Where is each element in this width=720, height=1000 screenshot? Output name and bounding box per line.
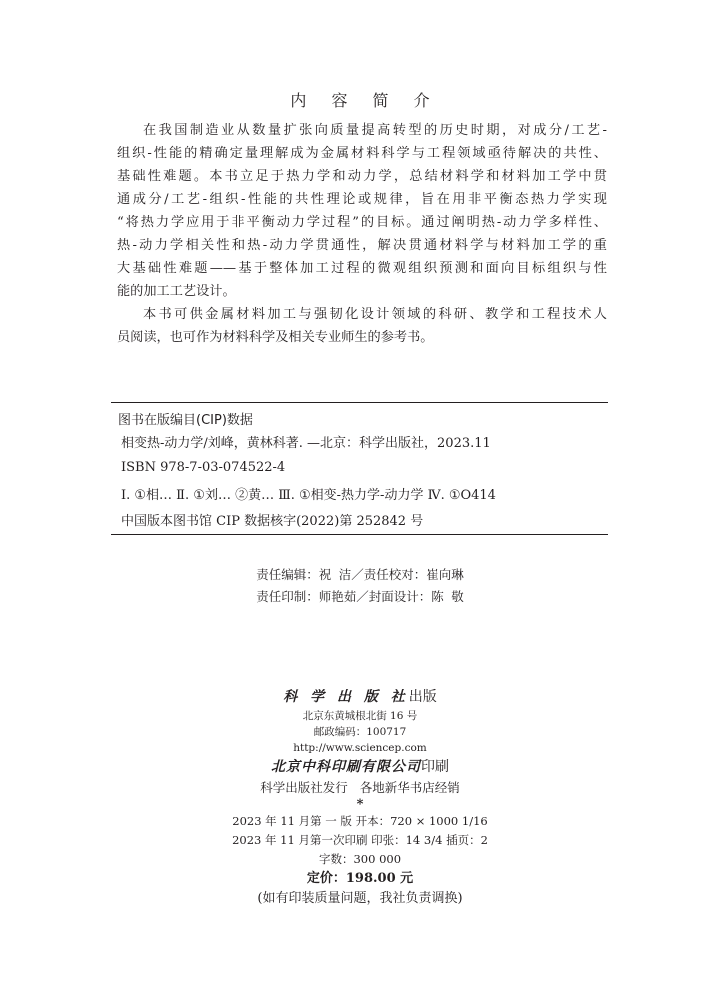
publisher-line (0, 686, 720, 708)
intro-line: 本书可供金属材料加工与强韧化设计领域的科研、教学和工程技术人 (143, 307, 607, 322)
cip-bottom-rule (111, 534, 608, 535)
printer-name: 北京中科印刷有限公司 (271, 759, 421, 775)
distribution-line: 科学出版社发行 各地新华书店经销 (260, 780, 460, 795)
staff-line-printing: 责任印制：师艳茹／封面设计：陈 敬 (256, 589, 464, 604)
intro-line: 在我国制造业从数量扩张向质量提高转型的历史时期，对成分/工艺- (143, 123, 607, 138)
cip-title-line: 相变热-动力学/刘峰，黄林科著. —北京：科学出版社，2023.11 (121, 436, 491, 451)
intro-line: 大基础性难题——基于整体加工过程的微观组织预测和面向目标组织与性 (117, 261, 607, 276)
staff-credits (0, 564, 720, 608)
publisher-website: http://www.sciencep.com (293, 742, 427, 754)
publisher-name: 科 学 出 版 社 (283, 689, 409, 705)
cip-classification: Ⅰ. ①相… Ⅱ. ①刘… ②黄… Ⅲ. ①相变-热力学-动力学 Ⅳ. ①O414 (121, 488, 496, 503)
intro-line: 员阅读，也可作为材料科学及相关专业师生的参考书。 (117, 330, 434, 345)
publisher-suffix: 出版 (408, 689, 437, 705)
printing-line: 2023 年 11 月第一次印刷 印张：14 3/4 插页：2 (232, 833, 488, 847)
separator-star: * (356, 797, 364, 812)
cip-heading: 图书在版编目(CIP)数据 (118, 413, 253, 428)
edition-line: 2023 年 11 月第 一 版 开本：720 × 1000 1/16 (232, 814, 488, 828)
page-title: 内 容 简 介 (290, 91, 440, 110)
cip-block (111, 402, 608, 535)
intro-line: 基础性难题。本书立足于热力学和动力学，总结材料学和材料加工学中贯 (117, 169, 607, 184)
intro-text (117, 119, 607, 349)
quality-note: (如有印装质量问题，我社负责调换) (257, 891, 463, 906)
word-count: 字数：300 000 (318, 852, 402, 866)
publication-info (0, 686, 720, 909)
publisher-address: 北京东黄城根北街 16 号 (302, 710, 418, 722)
staff-line-editor: 责任编辑：祝 洁／责任校对：崔向琳 (256, 567, 464, 582)
price: 定价：198.00 元 (306, 871, 414, 886)
intro-line: 热-动力学相关性和热-动力学贯通性，解决贯通材料学与材料加工学的重 (117, 238, 607, 253)
intro-line: 通成分/工艺-组织-性能的共性理论或规律，旨在用非平衡态热力学实现 (117, 192, 607, 207)
cip-isbn: ISBN 978-7-03-074522-4 (121, 460, 286, 475)
intro-line: “将热力学应用于非平衡动力学过程”的目标。通过阐明热-动力学多样性、 (117, 215, 607, 230)
intro-line: 组织-性能的精确定量理解成为金属材料科学与工程领域亟待解决的共性、 (117, 146, 607, 161)
publisher-postcode: 邮政编码：100717 (313, 726, 407, 738)
cip-record-number: 中国版本图书馆 CIP 数据核字(2022)第 252842 号 (121, 514, 424, 529)
intro-line: 能的加工工艺设计。 (117, 284, 236, 299)
printer-line (0, 756, 720, 778)
printer-suffix: 印刷 (421, 759, 449, 775)
